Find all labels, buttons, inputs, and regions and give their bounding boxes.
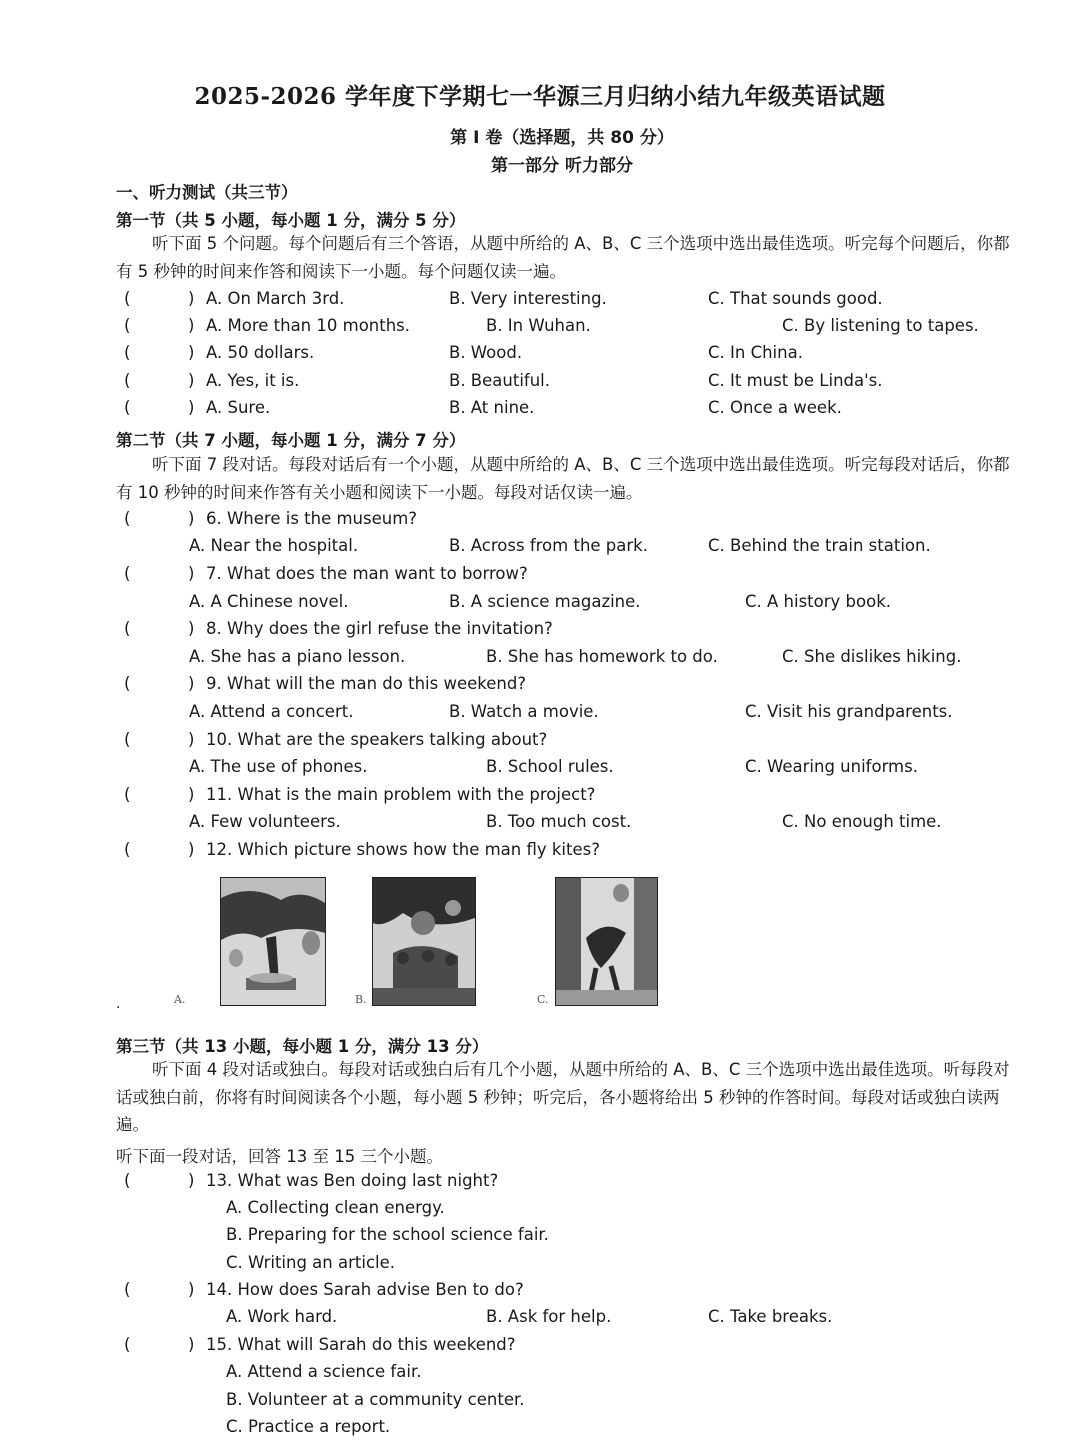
option-b: B. School rules.	[486, 757, 614, 776]
sec3-instruction: 听下面 4 段对话或独白。每段对话或独白后有几个小题，从题中所给的 A、B、C 三个选项中选出最佳选项。听每段对话或独白前，你将有时间阅读各个小题，每小题 5 秒钟；听完后，各小题将给出 5 秒钟的作答时间。每段对话或独白读两遍。	[116, 1060, 1010, 1134]
sec2-question-stem	[0, 840, 1080, 866]
picture-c-image	[555, 877, 658, 1006]
answer-bracket-right: )	[188, 785, 195, 804]
part-subtitle: 第一部分 听力部分	[491, 156, 633, 176]
option-c: C. No enough time.	[782, 812, 942, 831]
option-a: A. Few volunteers.	[189, 812, 341, 831]
sec2-instruction: 听下面 7 段对话。每段对话后有一个小题，从题中所给的 A、B、C 三个选项中选出最佳选项。听完每段对话后，你都有 10 秒钟的时间来作答有关小题和阅读下一小题。每段对话仅读一遍。	[116, 455, 1010, 502]
dragon-dance-illustration	[556, 878, 657, 1005]
question-text: 12. Which picture shows how the man fly kites?	[206, 840, 600, 859]
picture-c-label: C.	[537, 993, 549, 1006]
option-b: B. Wood.	[449, 343, 523, 362]
sec3-heading: 第三节（共 13 小题，每小题 1 分，满分 13 分）	[116, 1037, 489, 1056]
question-text: 11. What is the main problem with the project?	[206, 785, 596, 804]
option-a: A. Attend a concert.	[189, 702, 354, 721]
question-text: 6. Where is the museum?	[206, 509, 418, 528]
volume-subtitle: 第 I 卷（选择题，共 80 分）	[450, 128, 674, 148]
sec3-question-stem	[0, 1171, 1080, 1197]
question-text: 13. What was Ben doing last night?	[206, 1171, 499, 1190]
answer-bracket-left: (	[124, 371, 131, 390]
tree-lantern-illustration	[221, 878, 325, 1005]
sec1-question	[0, 371, 1080, 397]
option-c: C. Visit his grandparents.	[745, 702, 953, 721]
option-b: B. At nine.	[449, 398, 535, 417]
option-c: C. That sounds good.	[708, 289, 883, 308]
answer-bracket-right: )	[188, 1335, 195, 1354]
option-b: B. Too much cost.	[486, 812, 632, 831]
picture-a-label: A.	[174, 993, 186, 1006]
question-text: 14. How does Sarah advise Ben to do?	[206, 1280, 524, 1299]
sec2-question-stem	[0, 509, 1080, 535]
option-c: C. Practice a report.	[226, 1417, 391, 1436]
answer-bracket-left: (	[124, 289, 131, 308]
option-c: C. In China.	[708, 343, 803, 362]
answer-bracket-right: )	[188, 564, 195, 583]
answer-bracket-right: )	[188, 289, 195, 308]
answer-bracket-left: (	[124, 564, 131, 583]
option-b: B. In Wuhan.	[486, 316, 591, 335]
answer-bracket-left: (	[124, 730, 131, 749]
option-a: A. Attend a science fair.	[226, 1362, 422, 1381]
option-a: A. Sure.	[206, 398, 271, 417]
picture-a-image	[220, 877, 326, 1006]
option-c: C. Behind the train station.	[708, 536, 931, 555]
option-c: C. It must be Linda's.	[708, 371, 883, 390]
answer-bracket-right: )	[188, 343, 195, 362]
sec2-question-stem	[0, 564, 1080, 590]
answer-bracket-left: (	[124, 398, 131, 417]
answer-bracket-right: )	[188, 509, 195, 528]
option-a: A. Collecting clean energy.	[226, 1198, 445, 1217]
option-b: B. Watch a movie.	[449, 702, 599, 721]
answer-bracket-right: )	[188, 674, 195, 693]
sec1-question	[0, 316, 1080, 342]
option-a: A. Yes, it is.	[206, 371, 300, 390]
option-b: B. Ask for help.	[486, 1307, 612, 1326]
answer-bracket-right: )	[188, 398, 195, 417]
option-c: C. She dislikes hiking.	[782, 647, 962, 666]
option-a: A. On March 3rd.	[206, 289, 345, 308]
picture-b-label: B.	[355, 993, 367, 1006]
sec2-options	[0, 702, 1080, 728]
option-a: A. The use of phones.	[189, 757, 368, 776]
option-b: B. Across from the park.	[449, 536, 648, 555]
question-text: 7. What does the man want to borrow?	[206, 564, 528, 583]
option-b: B. Beautiful.	[449, 371, 550, 390]
option-c: C. Writing an article.	[226, 1253, 395, 1272]
option-c: C. By listening to tapes.	[782, 316, 979, 335]
sec3-question-stem	[0, 1280, 1080, 1306]
section-heading: 一、听力测试（共三节）	[116, 183, 298, 202]
sec2-heading: 第二节（共 7 小题，每小题 1 分，满分 7 分）	[116, 431, 466, 450]
exam-title: 2025-2026 学年度下学期七一华源三月归纳小结九年级英语试题	[194, 83, 886, 110]
answer-bracket-left: (	[124, 343, 131, 362]
sec1-question	[0, 398, 1080, 424]
sec2-question-stem	[0, 674, 1080, 700]
option-b: B. A science magazine.	[449, 592, 641, 611]
answer-bracket-right: )	[188, 619, 195, 638]
answer-bracket-right: )	[188, 316, 195, 335]
sec1-instruction: 听下面 5 个问题。每个问题后有三个答语，从题中所给的 A、B、C 三个选项中选出最佳选项。听完每个问题后，你都有 5 秒钟的时间来作答和阅读下一小题。每个问题仅读一遍。	[116, 234, 1010, 281]
question-text: 8. Why does the girl refuse the invitation?	[206, 619, 553, 638]
question-text: 10. What are the speakers talking about?	[206, 730, 548, 749]
option-a: A. She has a piano lesson.	[189, 647, 406, 666]
option-c: C. Wearing uniforms.	[745, 757, 918, 776]
option-a: A. More than 10 months.	[206, 316, 411, 335]
option-c: C. A history book.	[745, 592, 892, 611]
option-b: B. Very interesting.	[449, 289, 607, 308]
sec2-question-stem	[0, 730, 1080, 756]
question-text: 15. What will Sarah do this weekend?	[206, 1335, 516, 1354]
sec1-question	[0, 289, 1080, 315]
sec3-options	[0, 1307, 1080, 1333]
sec3-question-stem	[0, 1335, 1080, 1361]
answer-bracket-left: (	[124, 509, 131, 528]
answer-bracket-left: (	[124, 785, 131, 804]
option-b: B. Preparing for the school science fair.	[226, 1225, 549, 1244]
answer-bracket-right: )	[188, 371, 195, 390]
option-c: C. Take breaks.	[708, 1307, 833, 1326]
answer-bracket-right: )	[188, 730, 195, 749]
answer-bracket-left: (	[124, 1171, 131, 1190]
answer-bracket-left: (	[124, 316, 131, 335]
picture-b-image	[372, 877, 476, 1006]
sec2-options	[0, 536, 1080, 562]
sec2-options	[0, 757, 1080, 783]
sec2-options	[0, 647, 1080, 673]
option-a: A. Work hard.	[226, 1307, 338, 1326]
sec1-question	[0, 343, 1080, 369]
sec2-question-stem	[0, 619, 1080, 645]
answer-bracket-right: )	[188, 840, 195, 859]
stray-dot: .	[116, 996, 121, 1012]
sec2-options	[0, 812, 1080, 838]
option-a: A. 50 dollars.	[206, 343, 315, 362]
option-b: B. She has homework to do.	[486, 647, 718, 666]
question-text: 9. What will the man do this weekend?	[206, 674, 527, 693]
sec1-heading: 第一节（共 5 小题，每小题 1 分，满分 5 分）	[116, 211, 466, 230]
option-c: C. Once a week.	[708, 398, 842, 417]
festival-crowd-illustration	[373, 878, 475, 1005]
sec2-question-stem	[0, 785, 1080, 811]
answer-bracket-left: (	[124, 674, 131, 693]
sec2-options	[0, 592, 1080, 618]
sec3-lead: 听下面一段对话，回答 13 至 15 三个小题。	[116, 1147, 443, 1166]
answer-bracket-right: )	[188, 1171, 195, 1190]
option-a: A. A Chinese novel.	[189, 592, 349, 611]
option-b: B. Volunteer at a community center.	[226, 1390, 525, 1409]
answer-bracket-left: (	[124, 619, 131, 638]
answer-bracket-left: (	[124, 840, 131, 859]
option-a: A. Near the hospital.	[189, 536, 359, 555]
answer-bracket-left: (	[124, 1280, 131, 1299]
answer-bracket-right: )	[188, 1280, 195, 1299]
answer-bracket-left: (	[124, 1335, 131, 1354]
